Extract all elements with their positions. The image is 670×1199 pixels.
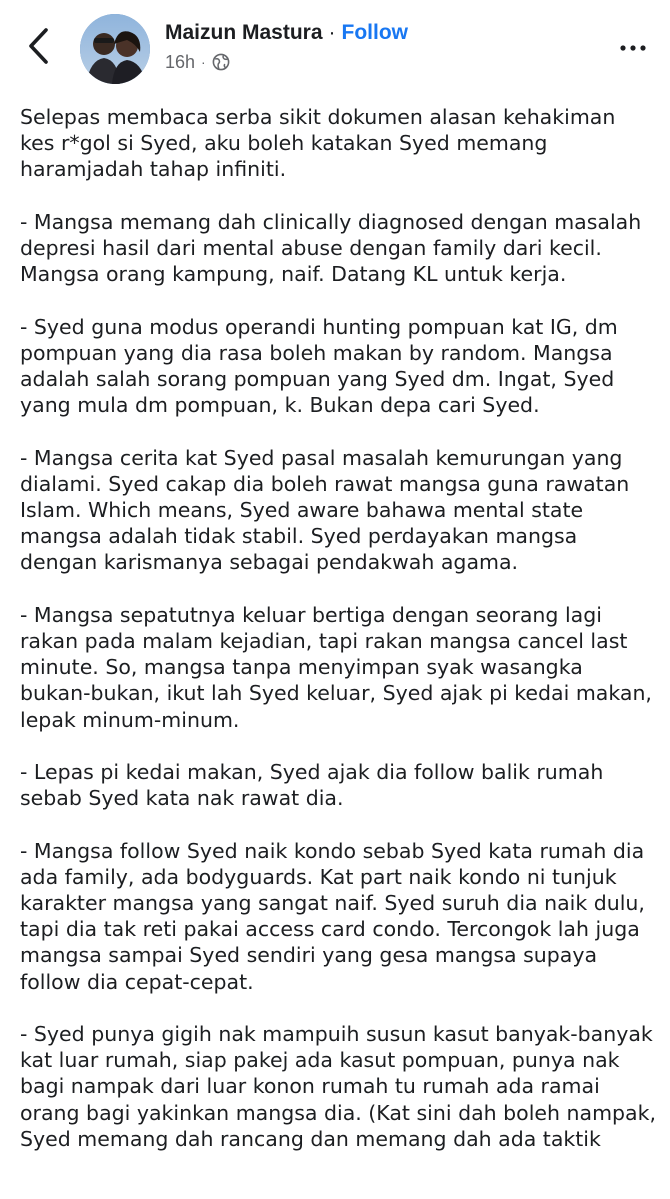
post-timestamp[interactable]: 16h (165, 51, 196, 72)
avatar[interactable] (80, 14, 150, 84)
more-options-button[interactable] (618, 38, 648, 58)
post-paragraph: - Mangsa follow Syed naik kondo sebab Syed kata rumah dia ada family, ada bodyguards. Kat part naik kondo ni tunjuk karakter mangsa yang sangat naif. Syed suruh dia naik dulu, tapi dia tak reti pakai access card condo. Tercongok lah juga mangsa sampai Syed sendiri yang gesa mangsa supaya follow dia cepat-cepat. (20, 838, 645, 994)
post-paragraph: Selepas membaca serba sikit dokumen alasan kehakiman kes r*gol si Syed, aku boleh katakan Syed memang haramjadah tahap infiniti. (20, 105, 616, 182)
post-header (0, 0, 670, 96)
post-paragraph: - Mangsa sepatutnya keluar bertiga dengan seorang lagi rakan pada malam kejadian, tapi rakan mangsa cancel last minute. So, mangsa tanpa menyimpan syak wasangka bukan-bukan, ikut lah Syed keluar, Syed ajak pi kedai makan, lepak minum-minum. (20, 602, 652, 732)
author-separator: · (328, 21, 336, 44)
post-paragraph: - Lepas pi kedai makan, Syed ajak dia follow balik rumah sebab Syed kata nak rawat dia. (20, 760, 604, 811)
avatar-photo (80, 14, 150, 84)
post-paragraph: - Mangsa cerita kat Syed pasal masalah kemurungan yang dialami. Syed cakap dia boleh rawat mangsa guna rawatan Islam. Which means, Syed aware bahawa mental state mangsa adalah tidak stabil. Syed perdayakan mangsa dengan karismanya sebagai pendakwah agama. (20, 445, 630, 575)
post-paragraph: - Mangsa memang dah clinically diagnosed dengan masalah depresi hasil dari mental abuse dengan family dari kecil. Mangsa orang kampung, naif. Datang KL untuk kerja. (20, 209, 642, 287)
back-button[interactable] (22, 26, 56, 66)
post-meta (165, 50, 230, 74)
follow-button[interactable]: Follow (341, 21, 409, 44)
meta-separator: · (201, 54, 206, 70)
author-line (165, 18, 408, 48)
post-paragraph: - Syed punya gigih nak mampuih susun kasut banyak-banyak kat luar rumah, siap pakej ada kasut pompuan, punya nak bagi nampak dari luar konon rumah tu rumah ada ramai orang bagi yakinkan mangsa dia. (Kat sini dah boleh nampak, Syed memang dah rancang dan memang dah ada taktik (20, 1022, 657, 1151)
globe-icon (212, 53, 230, 71)
post-paragraph: - Syed guna modus operandi hunting pompuan kat IG, dm pompuan yang dia rasa boleh makan by random. Mangsa adalah salah sorang pompuan yang Syed dm. Ingat, Syed yang mula dm pompuan, k. Bukan depa cari Syed. (20, 314, 618, 418)
more-horizontal-icon (618, 38, 648, 58)
chevron-left-icon (22, 26, 56, 66)
author-name[interactable]: Maizun Mastura (165, 21, 323, 44)
post-body (20, 104, 660, 1178)
